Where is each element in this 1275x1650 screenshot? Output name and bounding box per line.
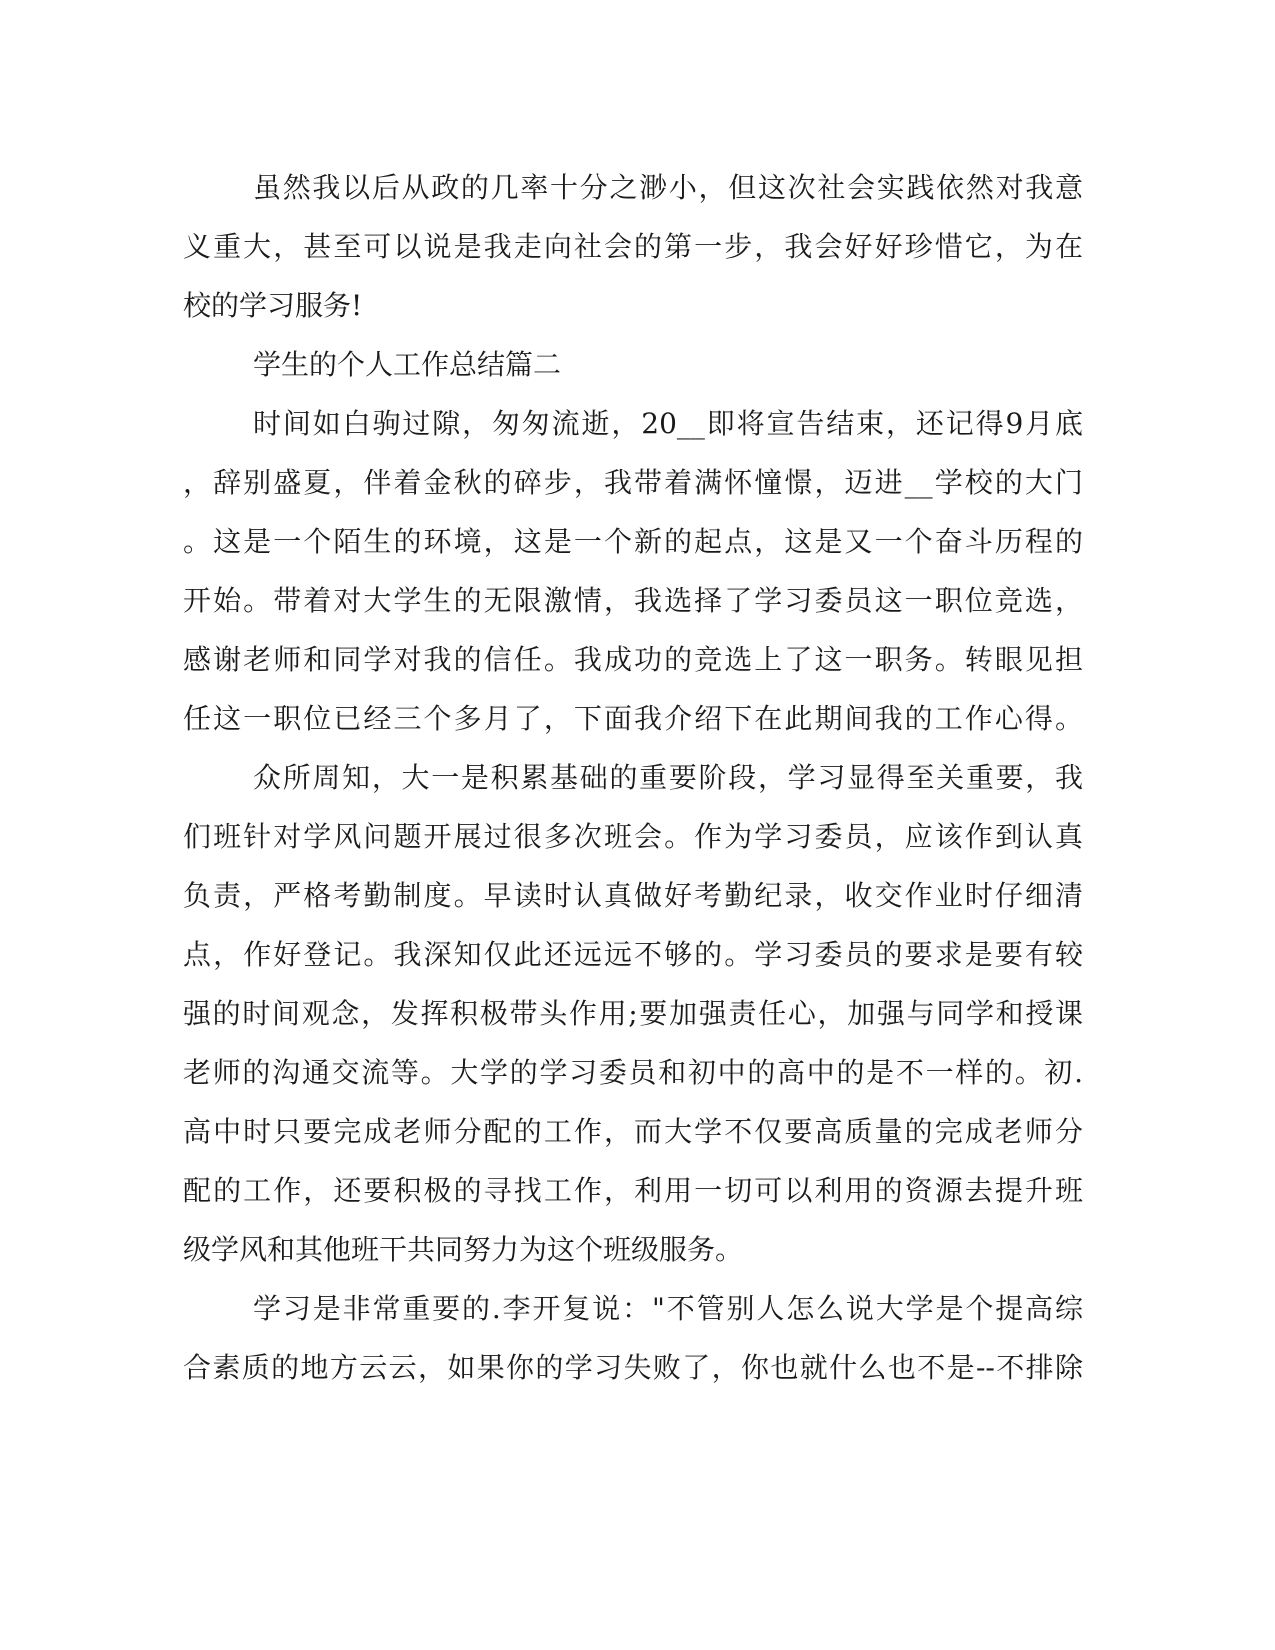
text-line: 虽然我以后从政的几率十分之渺小，但这次社会实践依然对我意 <box>253 171 1083 204</box>
text-line: 高中时只要完成老师分配的工作，而大学不仅要高质量的完成老师分 <box>183 1115 1083 1148</box>
text-line: 校的学习服务! <box>183 289 363 322</box>
text-line: 学习是非常重要的.李开复说："不管别人怎么说大学是个提高综 <box>253 1292 1083 1325</box>
text-line: 。这是一个陌生的环境，这是一个新的起点，这是又一个奋斗历程的 <box>183 525 1083 558</box>
text-line: 感谢老师和同学对我的信任。我成功的竞选上了这一职务。转眼见担 <box>183 643 1083 676</box>
text-line: 开始。带着对大学生的无限激情，我选择了学习委员这一职位竞选， <box>183 584 1083 617</box>
text-line: 强的时间观念，发挥积极带头作用;要加强责任心，加强与同学和授课 <box>183 997 1083 1030</box>
text-line: 时间如白驹过隙，匆匆流逝，20__即将宣告结束，还记得9月底 <box>253 407 1083 440</box>
text-line: 老师的沟通交流等。大学的学习委员和初中的高中的是不一样的。初. <box>183 1056 1083 1089</box>
text-line: 配的工作，还要积极的寻找工作，利用一切可以利用的资源去提升班 <box>183 1174 1083 1207</box>
body-text <box>183 158 1083 1397</box>
text-line: 点，作好登记。我深知仅此还远远不够的。学习委员的要求是要有较 <box>183 938 1083 971</box>
text-line: 众所周知，大一是积累基础的重要阶段，学习显得至关重要，我 <box>253 761 1083 794</box>
text-line: ，辞别盛夏，伴着金秋的碎步，我带着满怀憧憬，迈进__学校的大门 <box>183 466 1083 499</box>
text-line: 级学风和其他班干共同努力为这个班级服务。 <box>183 1233 744 1266</box>
text-line: 任这一职位已经三个多月了，下面我介绍下在此期间我的工作心得。 <box>183 702 1083 735</box>
text-line: 合素质的地方云云，如果你的学习失败了，你也就什么也不是--不排除 <box>183 1351 1083 1384</box>
text-line: 负责，严格考勤制度。早读时认真做好考勤纪录，收交作业时仔细清 <box>183 879 1083 912</box>
section-heading: 学生的个人工作总结篇二 <box>253 348 562 381</box>
text-line: 义重大，甚至可以说是我走向社会的第一步，我会好好珍惜它，为在 <box>183 230 1083 263</box>
text-line: 们班针对学风问题开展过很多次班会。作为学习委员，应该作到认真 <box>183 820 1083 853</box>
